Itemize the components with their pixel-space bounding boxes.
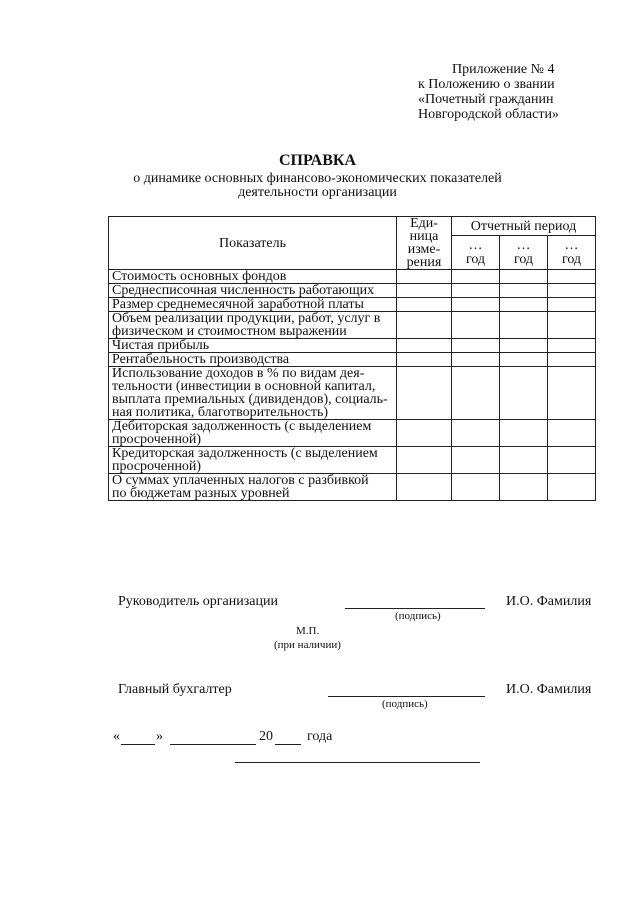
table-row <box>109 339 596 353</box>
accountant-name: И.О. Фамилия <box>506 682 592 697</box>
row-indicator-line: Размер среднемесячной заработной платы <box>112 297 364 312</box>
year-label: год <box>513 251 534 267</box>
row-year-cell <box>452 312 500 339</box>
row-indicator <box>109 312 397 339</box>
appendix-block <box>418 62 559 122</box>
date-open-quote: « <box>113 729 120 744</box>
signature-caption: (подпись) <box>395 610 441 622</box>
accountant-label: Главный бухгалтер <box>118 682 232 697</box>
row-unit-cell <box>397 284 452 298</box>
row-indicator-line: выплата премиальных (дивидендов), социаль- <box>112 392 388 407</box>
row-year-cell <box>500 270 548 284</box>
row-year-cell <box>548 298 596 312</box>
year-label: год <box>465 251 486 267</box>
subtitle-line: деятельности организации <box>238 185 397 200</box>
stamp-note: (при наличии) <box>274 639 341 651</box>
row-indicator-line: О суммах уплаченных налогов с разбивкой <box>112 473 369 488</box>
row-indicator-line: просроченной) <box>112 459 202 474</box>
indicators-table <box>108 216 596 501</box>
header-unit-line: рения <box>406 255 442 270</box>
head-name: И.О. Фамилия <box>506 594 592 609</box>
bottom-line <box>235 748 480 763</box>
document-title: СПРАВКА <box>278 152 357 169</box>
document-subtitle <box>0 172 635 200</box>
appendix-number: Приложение № 4 <box>452 62 555 77</box>
stamp-label: М.П. <box>296 625 320 637</box>
row-indicator-line: ная политика, благотворительность) <box>112 405 329 420</box>
year-dots: … <box>516 237 531 253</box>
header-year <box>500 236 548 270</box>
row-indicator <box>109 270 397 284</box>
table-row <box>109 298 596 312</box>
header-unit-line: изме- <box>407 242 441 257</box>
row-unit-cell <box>397 420 452 447</box>
row-unit-cell <box>397 353 452 367</box>
table-row <box>109 447 596 474</box>
row-indicator <box>109 447 397 474</box>
row-year-cell <box>548 353 596 367</box>
row-year-cell <box>548 420 596 447</box>
table-row <box>109 353 596 367</box>
row-indicator <box>109 353 397 367</box>
row-year-cell <box>548 339 596 353</box>
row-year-cell <box>500 474 548 501</box>
row-indicator-line: Использование доходов в % по видам дея- <box>112 366 365 381</box>
row-year-cell <box>452 353 500 367</box>
year-dots: … <box>468 237 483 253</box>
row-unit-cell <box>397 367 452 420</box>
appendix-ref: к Положению о звании <box>418 77 555 92</box>
header-unit <box>397 217 452 270</box>
row-unit-cell <box>397 298 452 312</box>
row-unit-cell <box>397 474 452 501</box>
row-indicator-line: Среднесписочная численность работающих <box>112 283 375 298</box>
table-row <box>109 367 596 420</box>
row-year-cell <box>548 474 596 501</box>
row-unit-cell <box>397 447 452 474</box>
date-month-line <box>170 730 256 745</box>
row-indicator <box>109 284 397 298</box>
header-year <box>548 236 596 270</box>
row-year-cell <box>452 270 500 284</box>
row-year-cell <box>500 447 548 474</box>
row-year-cell <box>548 367 596 420</box>
row-indicator-line: физическом и стоимостном выражении <box>112 324 347 339</box>
appendix-ref: Новгородской области» <box>418 107 559 122</box>
year-dots: … <box>564 237 579 253</box>
row-year-cell <box>500 367 548 420</box>
row-year-cell <box>548 312 596 339</box>
date-close-quote: » <box>156 729 163 744</box>
row-indicator-line: Объем реализации продукции, работ, услуг в <box>112 311 381 326</box>
table-row <box>109 270 596 284</box>
date-year-line <box>275 730 301 745</box>
row-year-cell <box>500 339 548 353</box>
row-year-cell <box>548 270 596 284</box>
row-unit-cell <box>397 270 452 284</box>
header-period: Отчетный период <box>452 217 596 236</box>
head-label: Руководитель организации <box>118 594 278 609</box>
table-row <box>109 420 596 447</box>
row-indicator <box>109 420 397 447</box>
header-unit-line: ница <box>409 229 439 244</box>
table-row <box>109 312 596 339</box>
row-year-cell <box>452 367 500 420</box>
row-indicator-line: по бюджетам разных уровней <box>112 486 290 501</box>
date-day-line <box>121 730 155 745</box>
row-year-cell <box>452 339 500 353</box>
row-indicator-line: Чистая прибыль <box>112 338 210 353</box>
row-year-cell <box>548 284 596 298</box>
table-row <box>109 284 596 298</box>
appendix-ref: «Почетный гражданин <box>418 92 554 107</box>
row-indicator-line: Кредиторская задолженность (с выделением <box>112 446 378 461</box>
row-indicator <box>109 298 397 312</box>
row-indicator-line: просроченной) <box>112 432 202 447</box>
date-suffix: года <box>307 729 333 744</box>
row-year-cell <box>548 447 596 474</box>
head-signature-line <box>345 594 485 609</box>
row-indicator-line: Рентабельность производства <box>112 352 290 367</box>
row-year-cell <box>452 298 500 312</box>
row-year-cell <box>452 284 500 298</box>
row-unit-cell <box>397 312 452 339</box>
row-year-cell <box>452 474 500 501</box>
header-year <box>452 236 500 270</box>
subtitle-line: о динамике основных финансово-экономических показателей <box>133 171 502 186</box>
row-year-cell <box>500 298 548 312</box>
row-indicator-line: Дебиторская задолженность (с выделением <box>112 419 372 434</box>
row-indicator <box>109 474 397 501</box>
row-year-cell <box>500 312 548 339</box>
row-indicator-line: Стоимость основных фондов <box>112 269 287 284</box>
date-year-prefix: 20 <box>259 729 273 744</box>
year-label: год <box>561 251 582 267</box>
row-indicator-line: тельности (инвестиции в основной капитал, <box>112 379 376 394</box>
header-unit-line: Еди- <box>410 216 438 231</box>
row-indicator <box>109 367 397 420</box>
signature-caption: (подпись) <box>382 698 428 710</box>
row-year-cell <box>452 447 500 474</box>
table-row <box>109 474 596 501</box>
header-indicator: Показатель <box>109 217 397 270</box>
row-year-cell <box>500 420 548 447</box>
accountant-signature-line <box>328 682 485 697</box>
row-year-cell <box>500 284 548 298</box>
row-year-cell <box>452 420 500 447</box>
row-unit-cell <box>397 339 452 353</box>
row-indicator <box>109 339 397 353</box>
row-year-cell <box>500 353 548 367</box>
